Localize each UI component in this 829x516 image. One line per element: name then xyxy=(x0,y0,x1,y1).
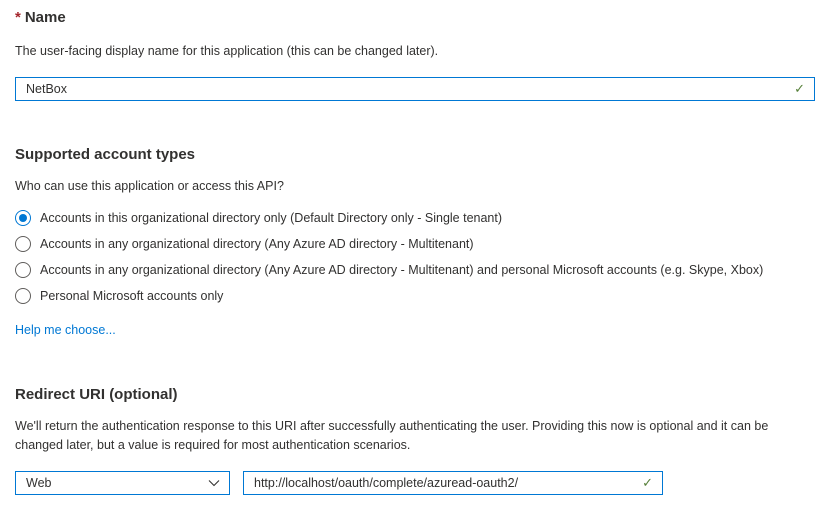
name-description: The user-facing display name for this application (this can be changed later). xyxy=(15,44,439,58)
redirect-uri-section xyxy=(15,385,815,495)
valid-check-icon: ✓ xyxy=(642,475,653,490)
help-me-choose-link[interactable]: Help me choose... xyxy=(15,323,116,337)
valid-check-icon: ✓ xyxy=(794,81,805,96)
radio-option-label: Accounts in any organizational directory (Any Azure AD directory - Multitenant) and personal Microsoft accounts (e.g. Skype, Xbox) xyxy=(40,263,764,277)
name-section xyxy=(15,8,815,101)
redirect-uri-description: We'll return the authentication response to this URI after successfully authenticating the user. Providing this now is optional and it can be changed later, but a value is required for most authentication scenarios. xyxy=(15,419,769,452)
name-input[interactable] xyxy=(16,78,814,100)
radio-unselected-icon xyxy=(15,262,31,278)
radio-option-personal-only[interactable] xyxy=(15,283,815,309)
name-label xyxy=(15,8,815,28)
chevron-down-icon xyxy=(208,479,220,487)
name-input-wrap xyxy=(15,77,815,101)
redirect-uri-controls xyxy=(15,471,815,495)
radio-option-label: Personal Microsoft accounts only xyxy=(40,289,224,303)
account-types-radio-group xyxy=(15,205,815,309)
redirect-uri-input-wrap xyxy=(243,471,663,495)
platform-select[interactable] xyxy=(15,471,230,495)
redirect-uri-input[interactable] xyxy=(244,472,662,494)
radio-unselected-icon xyxy=(15,288,31,304)
radio-option-multitenant[interactable] xyxy=(15,231,815,257)
name-label-text: Name xyxy=(24,9,66,26)
radio-option-multitenant-personal[interactable] xyxy=(15,257,815,283)
radio-option-label: Accounts in any organizational directory (Any Azure AD directory - Multitenant) xyxy=(40,237,474,251)
platform-select-value: Web xyxy=(26,476,52,490)
radio-option-label: Accounts in this organizational directory only (Default Directory only - Single tenant) xyxy=(40,211,503,225)
radio-unselected-icon xyxy=(15,236,31,252)
supported-account-types-title: Supported account types xyxy=(15,146,196,163)
account-types-question: Who can use this application or access this API? xyxy=(15,179,284,193)
required-asterisk: * xyxy=(15,9,21,26)
redirect-uri-title: Redirect URI (optional) xyxy=(15,386,178,403)
supported-account-types-section xyxy=(15,145,815,339)
radio-selected-icon xyxy=(15,210,31,226)
radio-option-single-tenant[interactable] xyxy=(15,205,815,231)
